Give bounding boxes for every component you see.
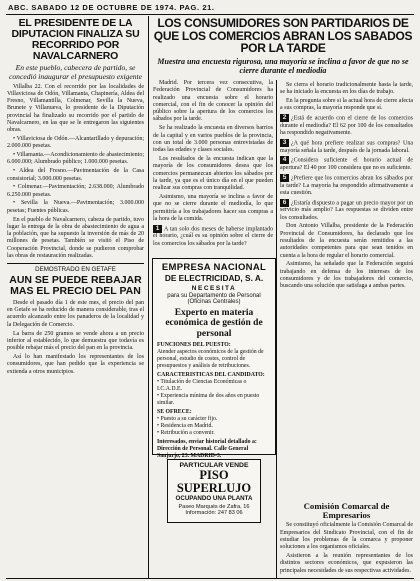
article-subtitle: En este pueblo, cabecera de partido, se concedió inaugurar el presupuesto exigente (9, 63, 142, 81)
ad-section-title: SE OFRECE: (157, 409, 192, 416)
ad-list-item: • Puesto a su carácter fijo. (157, 416, 218, 423)
question-item (153, 225, 273, 248)
question-text: ¿Está de acuerdo con el cierre de los comercios durante el mediodía? El 62 por 100 de los consultados ha respondido negativamente. (280, 115, 413, 137)
question-number: 4 (280, 156, 289, 164)
question-text: ¿A qué hora prefiere realizar sus compras? Una mayoría señala la tarde, después de la jornada laboral. (280, 140, 413, 154)
paragraph: • Villamanta.—Acondicionamiento de abastecimiento; 6.000.000; Alumbrado público; 1.000.000 pesetas. (7, 152, 144, 166)
paragraph: La barra de 250 gramos se vende ahora a un precio inferior al establecido, lo que demuestra que todavía es posible rebajar más el precio del pan en la provincia. (7, 330, 144, 352)
article-headline: LOS CONSUMIDORES SON PARTIDARIOS DE QUE LOS COMERCIOS ABRAN LOS SABADOS POR LA TARDE (153, 16, 413, 56)
column-rule (276, 80, 277, 578)
ad-department: para su Departamento de Personal (Oficinas Centrales) (167, 293, 261, 305)
ad-company-name-2: DE ELECTRICIDAD, S. A. (164, 273, 264, 283)
paragraph: • Colmenar.—Pavimentación; 2.638.000; Alumbrado 6.250.000 pesetas. (7, 184, 144, 198)
paragraph: Asimismo, ha señalado que la Federación seguirá trabajando en defensa de los intereses de los consumidores y de los trabajadores del comercio, buscando una solución que satisfaga a ambas partes. (280, 261, 413, 290)
numbered-item (280, 199, 413, 222)
ad-section-title: CARACTERISTICAS DEL CANDIDATO: (157, 372, 265, 379)
question-text: ¿Considera suficiente el horario actual de apertura? El 40 por 100 considera que no es suficiente. (280, 157, 413, 172)
job-advertisement (152, 258, 276, 460)
column-rule (148, 16, 149, 578)
property-advertisement (167, 459, 261, 523)
ad-necesita: NECESITA (191, 285, 237, 292)
numbered-item (280, 114, 413, 137)
question-number: 3 (280, 139, 289, 147)
paragraph: En la pregunta sobre si la actual hora de cierre afecta a sus compras, la mayoría responde que sí. (280, 98, 413, 112)
footer-rule (6, 578, 414, 579)
ad-list-item: • Experiencia mínima de dos años en puesto similar. (157, 393, 260, 407)
question-number: 2 (280, 114, 289, 122)
question-number: 5 (280, 174, 289, 182)
numbered-item (280, 174, 413, 197)
header-rule (6, 14, 414, 15)
section-rule (7, 263, 144, 264)
ad-list-item: • Titulación de Ciencias Económicas o I.C.A.D.E. (157, 379, 247, 393)
ad-piso-line: OCUPANDO UNA PLANTA (175, 495, 253, 503)
paragraph: Villalba 22. Con el recorrido por las localidades de Villaviciosa de Odón, Villamanta, Chapinería, Aldea del Fresno, Villamantilla, Colmenar, Sevilla la Nueva, Brunete y Villanueva, lo presidente de la Diputación provincial ha finalizado su recorrido por el partido de Navalcarnero, en las que se le entregaron las siguientes obras. (7, 83, 144, 134)
paragraph: Asimismo, una mayoría se inclina a favor de que no se cierre durante el mediodía, lo que permitiría a los trabajadores hacer sus compras a la hora de la comida. (153, 193, 273, 222)
paragraph: En el pueblo de Navalcarnero, cabeza de partido, tuvo lugar la entrega de la obra de abastecimiento de agua a la población, que ha supuesto la inversión de más de 20 millones de pesetas. También se visitó el Piso de Cooperación Provincial, donde se pudieron comprobar las obras de restauración realizadas. (7, 216, 144, 260)
paragraph: • Villaviciosa de Odón.—Alcantarillado y depuración; 2.000.000 pesetas. (7, 136, 144, 150)
page-header: ABC. SABADO 12 DE OCTUBRE DE 1974. PAG. 21. (8, 3, 215, 12)
ad-company-name: EMPRESA NACIONAL (161, 262, 267, 273)
ad-headline: Experto en materia económica de gestión de personal (165, 308, 263, 339)
article-pan (7, 267, 144, 376)
question-text: ¿Estaría dispuesto a pagar un precio mayor por un servicio más amplio? Las respuestas se dividen entre los consultados. (280, 200, 413, 221)
numbered-item (280, 156, 413, 172)
ad-piso-address: Paseo Marqués de Zafra, 16 (178, 504, 250, 511)
paragraph: Don Antonio Villalba, presidente de la Federación Provincial de Consumidores, ha declarado que los resultados de la encuesta serán remitidos a las autoridades competentes para que sean tenidos en cuenta a la hora de regular el horario comercial. (280, 223, 413, 259)
paragraph: Madrid. Por tercera vez consecutiva, la Federación Provincial de Consumidores ha realizado una encuesta sobre el horario comercial, con el fin de conocer la opinión del público sobre la apertura de los comercios los sábados por la tarde. (153, 80, 273, 123)
article-headline: AUN SE PUEDE REBAJAR MAS EL PRECIO DEL PAN (9, 273, 142, 297)
paragraph: Asistieron a la reunión representantes de los distintos sectores económicos, que expusieron las principales necesidades de sus respectivas actividades. (280, 553, 413, 574)
numbered-item (280, 139, 413, 155)
question-text: A tan solo dos meses de haberse implantado el horario, ¿cuál es su opinión sobre el cierre de los comercios los sábados por la tarde? (153, 226, 273, 247)
main-article-column-2 (280, 82, 413, 500)
article-comision (280, 502, 413, 578)
left-column (7, 18, 144, 578)
paragraph: Se ha realizado la encuesta en diversos barrios de la capital y en varios pueblos de la provincia, con un total de 3.000 personas entrevistadas de todas las edades y clases sociales. (153, 125, 273, 154)
ad-list-item: • Residencia en Madrid. (157, 423, 213, 430)
paragraph: Se cierra el horario tradicionalmente hasta la tarde, se ha iniciado la encuesta en los días de trabajo. (280, 82, 413, 96)
paragraph: • Aldea del Fresno.—Pavimentación de la Casa consistorial; 3.000.000 pesetas. (7, 168, 144, 182)
ad-section-text: Atender aspectos económicos de la gestión de personal, estudio de costes, control de presupuestos y análisis de retribuciones. (157, 349, 264, 370)
ad-piso-line: PARTICULAR VENDE (179, 462, 249, 469)
main-article-head (152, 17, 414, 79)
question-number: 6 (280, 199, 289, 207)
article-presidente (7, 18, 144, 260)
ad-section-title: FUNCIONES DEL PUESTO: (157, 342, 231, 349)
main-article-column-1 (153, 80, 273, 256)
paragraph: • Sevilla la Nueva.—Pavimentación; 3.000.000 pesetas; Fuentes públicas. (7, 200, 144, 214)
ad-piso-phone: Información: 247 83 06 (185, 510, 243, 517)
article-kicker: DEMOSTRADO EN GETAFE (35, 266, 116, 274)
paragraph: Así lo han manifestado los representantes de los consumidores, que han pedido que la experiencia se extienda a otros municipios. (7, 353, 144, 375)
ad-piso-headline: PISO SUPERLUJO (176, 468, 252, 496)
article-headline: Comisión Comarcal de Empresarios (303, 501, 390, 521)
ad-list-item: • Retribución a convenir. (157, 430, 215, 437)
ad-footer: Interesados, enviar historial detallado a: Dirección de Personal. Calle General Sanjurjo, 23. MADRID-3. (157, 439, 257, 460)
paragraph: Se constituyó oficialmente la Comisión Comarcal de Empresarios del Sindicato Provincial, con el fin de estudiar los problemas de la comarca y proponer soluciones a los organismos oficiales. (280, 522, 413, 551)
article-headline: EL PRESIDENTE DE LA DIPUTACION FINALIZA SU RECORRIDO POR NAVALCARNERO (11, 17, 140, 63)
question-number: 1 (153, 225, 162, 233)
question-text: ¿Prefiere que los comercios abran los sábados por la tarde? La mayoría ha respondido afirmativamente a esta cuestión. (280, 175, 413, 196)
paragraph: Los resultados de la encuesta indican que la mayoría de los consumidores desea que los comercios permanezcan abiertos los sábados por la tarde, ya que es el único día en el que pueden realizar sus compras con tranquilidad. (153, 155, 273, 192)
paragraph: Desde el pasado día 1 de este mes, el precio del pan en Getafe se ha reducido de manera considerable, tras el acuerdo alcanzado entre los panaderos de la localidad y la Delegación de Comercio. (7, 299, 144, 328)
article-subtitle: Muestra una encuesta rigurosa, una mayoría se inclina a favor de que no se cierre durante el mediodía (157, 56, 409, 75)
